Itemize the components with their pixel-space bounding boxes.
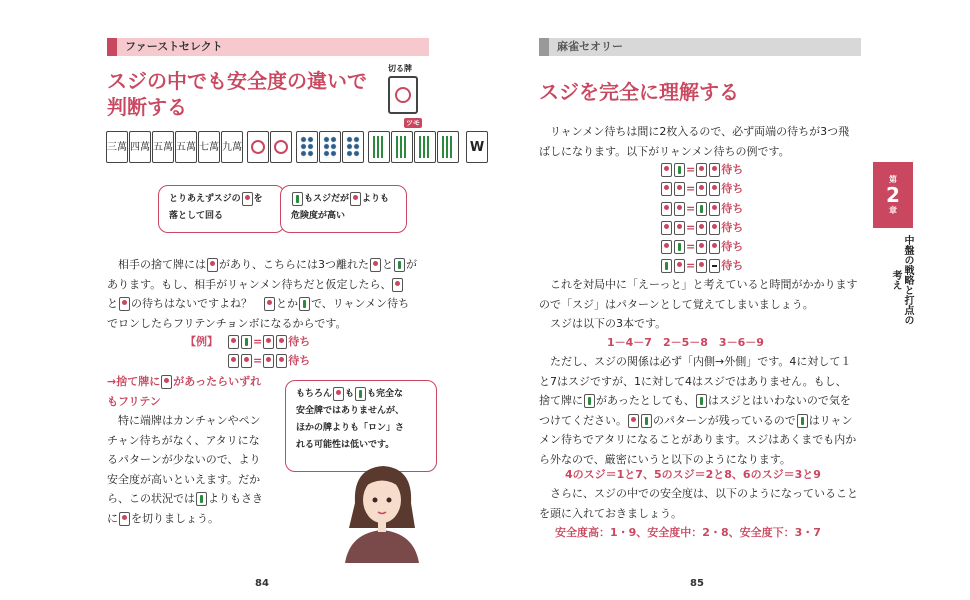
example-label: 【例】 <box>185 335 213 348</box>
pin-tile-icon <box>276 354 287 368</box>
sou-tile-icon <box>196 492 207 506</box>
page-number: 84 <box>255 578 269 589</box>
pin-tile-icon <box>264 297 275 311</box>
text: ばしになります。以下がリャンメン待ちの例です。 <box>539 144 790 158</box>
wait-examples <box>660 160 743 276</box>
text: と <box>107 297 118 310</box>
callout-text: 安全牌ではありませんが、 <box>296 406 405 416</box>
equals: = <box>686 259 696 273</box>
wait-label: 待ち <box>288 354 311 367</box>
sou-tile-icon <box>674 240 685 254</box>
blank-tile-icon <box>709 259 720 273</box>
pin-tile-icon <box>674 202 685 216</box>
tile-text: 五萬 <box>176 141 196 153</box>
sou-tile-icon <box>391 131 413 163</box>
pin-tile-icon <box>342 131 364 163</box>
body-paragraph <box>539 352 874 469</box>
text: のパターンが残っているので <box>653 413 796 427</box>
chapter-number: 2 <box>886 183 900 207</box>
pin-tile-icon <box>709 221 720 235</box>
tile-text: 九萬 <box>222 141 242 153</box>
section-title: ファーストセレクト <box>117 38 429 56</box>
man-tile-icon <box>175 131 197 163</box>
pin-tile-icon <box>161 375 172 389</box>
text: よりもさき <box>208 492 263 505</box>
pin-tile-icon <box>276 335 287 349</box>
text: はスジとはいわないので気を <box>707 394 851 407</box>
pin-tile-icon <box>241 354 252 368</box>
body-paragraph <box>107 255 432 333</box>
sou-tile-icon <box>696 202 707 216</box>
sou-tile-icon <box>414 131 436 163</box>
text: ので「スジ」はパターンとして覚えてしまいましょう。 <box>539 297 814 311</box>
callout-text: れる可能性は低いです。 <box>296 440 395 450</box>
text: つけてください。 <box>539 413 627 427</box>
note-text: があったらいずれ <box>173 375 262 388</box>
pin-tile-icon <box>696 240 707 254</box>
suji-detail: 4のスジ＝1と7、5のスジ＝2と8、6のスジ＝3と9 <box>565 468 821 481</box>
body-paragraph <box>539 122 869 161</box>
pin-tile-icon <box>242 192 253 206</box>
chapter-title: 中盤の戦略と打点の考え <box>890 234 913 325</box>
suji-lines: 1－4－7 2－5－8 3－6－9 <box>607 336 764 349</box>
text: 捨て牌に <box>539 394 583 407</box>
man-tile-icon <box>221 131 243 163</box>
body-paragraph <box>539 275 874 334</box>
pin-tile-icon <box>696 163 707 177</box>
text: でロンしたらフリテンチョンボになるからです。 <box>107 316 347 330</box>
chapter-suffix: 章 <box>889 206 897 215</box>
pin-tile-icon <box>661 182 672 196</box>
safety-levels: 安全度高：1・9、安全度中：2・8、安全度下：3・7 <box>555 526 821 539</box>
equals: = <box>253 335 263 348</box>
callout-text: も完全な <box>367 389 404 399</box>
wait-label: 待ち <box>721 259 744 273</box>
sou-tile-icon <box>292 192 303 206</box>
sou-tile-icon <box>355 387 366 401</box>
page-number: 85 <box>690 578 704 589</box>
pin-tile-icon <box>661 221 672 235</box>
text: スジは以下の3本です。 <box>550 317 667 330</box>
wait-label: 待ち <box>721 201 744 215</box>
chapter-prefix: 第 <box>889 175 897 184</box>
character-illustration <box>335 458 430 563</box>
tile-text: 五萬 <box>153 141 173 153</box>
section-header <box>539 38 861 56</box>
honor-tile-icon: W <box>466 131 488 163</box>
tile-text: 三萬 <box>107 141 127 153</box>
cut-tile-icon <box>388 76 418 114</box>
callout-text: 落として回る <box>169 211 224 221</box>
pin-tile-icon <box>696 182 707 196</box>
text: ただし、スジの関係は必ず「内側→外側」です。4に対して１ <box>550 355 852 368</box>
pin-tile-icon <box>247 131 269 163</box>
example-list <box>185 332 310 370</box>
wait-label: 待ち <box>721 182 744 196</box>
callout-bubble <box>280 185 407 233</box>
pin-tile-icon <box>674 221 685 235</box>
man-tile-icon <box>152 131 174 163</box>
tsumo-badge: ツモ <box>406 119 420 127</box>
text: が <box>406 258 417 271</box>
sou-tile-icon <box>696 394 707 408</box>
wait-label: 待ち <box>288 335 311 348</box>
pin-tile-icon <box>370 258 381 272</box>
pin-tile-icon <box>709 202 720 216</box>
sou-tile-icon <box>797 414 808 428</box>
section-title: 麻雀セオリー <box>549 38 861 56</box>
chapter-tab <box>873 162 913 228</box>
pin-tile-icon <box>350 192 361 206</box>
tile-text: 七萬 <box>199 141 219 153</box>
text: と <box>382 258 393 271</box>
man-tile-icon <box>198 131 220 163</box>
pin-tile-icon <box>661 240 672 254</box>
callout-text: よりも <box>362 194 390 204</box>
note-text: →捨て牌に <box>107 375 161 388</box>
tile-text: 四萬 <box>130 141 150 153</box>
text: とか <box>276 297 298 310</box>
pin-tile-icon <box>228 335 239 349</box>
text: はリャン <box>808 413 853 427</box>
man-tile-icon <box>129 131 151 163</box>
text: に <box>107 511 118 525</box>
equals: = <box>686 240 696 254</box>
sou-tile-icon <box>584 394 595 408</box>
note-text: もフリテン <box>107 394 161 408</box>
equals: = <box>253 354 263 367</box>
callout-text: を <box>253 194 263 204</box>
equals: = <box>686 220 696 234</box>
callout-text: も <box>345 389 355 399</box>
wait-label: 待ち <box>721 220 744 234</box>
pin-tile-icon <box>661 163 672 177</box>
pin-tile-icon <box>674 182 685 196</box>
text: を切りましょう。 <box>131 511 219 525</box>
sou-tile-icon <box>437 131 459 163</box>
sou-tile-icon <box>394 258 405 272</box>
text: があったとしても、 <box>596 394 695 407</box>
text: ら、この状況では <box>107 492 195 505</box>
sou-tile-icon <box>641 414 652 428</box>
pin-tile-icon <box>674 259 685 273</box>
wait-label: 待ち <box>721 240 744 254</box>
pin-tile-icon <box>119 297 130 311</box>
text: 安全度が高いといえます。だか <box>107 472 261 486</box>
callout-text: もスジだが <box>304 194 350 204</box>
pin-tile-icon <box>319 131 341 163</box>
equals: = <box>686 163 696 176</box>
pin-tile-icon <box>392 278 403 292</box>
text: これを対局中に「えーっと」と考えていると時間がかかります <box>550 278 858 291</box>
pin-tile-icon <box>263 354 274 368</box>
pin-tile-icon <box>628 414 639 428</box>
page-heading: スジを完全に理解する <box>539 80 739 104</box>
pin-tile-icon <box>696 221 707 235</box>
section-marker <box>539 38 549 56</box>
man-tile-icon <box>106 131 128 163</box>
cut-tile-label: 切る牌 <box>388 64 412 73</box>
body-paragraph <box>107 411 277 528</box>
hand-tiles <box>106 131 488 163</box>
heading-line-1: スジの中でも安全度の違いで <box>107 69 367 93</box>
text: 特に端牌はカンチャンやペン <box>118 414 261 427</box>
pin-tile-icon <box>228 354 239 368</box>
callout-text: もちろん <box>296 389 333 399</box>
note <box>107 372 261 411</box>
text: 相手の捨て牌には <box>118 258 206 271</box>
text: と7はスジですが、1に対して4はスジではありません。もし、 <box>539 374 847 388</box>
pin-tile-icon <box>263 335 274 349</box>
wait-label: 待ち <box>721 163 744 176</box>
text: チャン待ちがなく、アタリにな <box>107 433 260 447</box>
section-marker <box>107 38 117 56</box>
pin-tile-icon <box>709 163 720 177</box>
pin-tile-icon <box>709 240 720 254</box>
heading-line-2: 判断する <box>107 95 187 119</box>
page-heading <box>107 68 367 120</box>
pin-tile-icon <box>709 182 720 196</box>
text: リャンメン待ちは間に2枚入るので、必ず両端の待ちが3つ飛 <box>550 125 850 138</box>
text: を頭に入れておきましょう。 <box>539 506 682 520</box>
sou-tile-icon <box>368 131 390 163</box>
equals: = <box>686 182 696 196</box>
body-paragraph <box>539 484 874 523</box>
text: さらに、スジの中での安全度は、以下のようになっていること <box>550 487 858 500</box>
callout-text: とりあえずスジの <box>169 194 241 204</box>
sou-tile-icon <box>674 163 685 177</box>
text: あります。もし、相手がリャンメン待ちだと仮定したら、 <box>107 277 392 291</box>
text: ら外なので、厳密にいうと以下のようになります。 <box>539 452 791 466</box>
callout-bubble <box>158 185 285 233</box>
text: の待ちはないですよね？ <box>131 297 252 310</box>
callout-text: ほかの牌よりも「ロン」さ <box>296 423 405 433</box>
pin-tile-icon <box>296 131 318 163</box>
pin-tile-icon <box>661 202 672 216</box>
pin-tile-icon <box>207 258 218 272</box>
sou-tile-icon <box>241 335 252 349</box>
section-header <box>107 38 429 56</box>
pin-tile-icon <box>270 131 292 163</box>
text: メン待ちでアタリになることがあります。スジはあくまでも内か <box>539 433 857 446</box>
equals: = <box>686 201 696 215</box>
sou-tile-icon <box>661 259 672 273</box>
pin-tile-icon <box>696 259 707 273</box>
callout-text: 危険度が高い <box>291 211 346 221</box>
pin-tile-icon <box>333 387 344 401</box>
text: で、リャンメン待ち <box>311 297 410 310</box>
text: るパターンが少ないので、より <box>107 453 261 466</box>
sou-tile-icon <box>299 297 310 311</box>
text: があり、こちらには3つ離れた <box>219 258 369 271</box>
pin-tile-icon <box>119 512 130 526</box>
